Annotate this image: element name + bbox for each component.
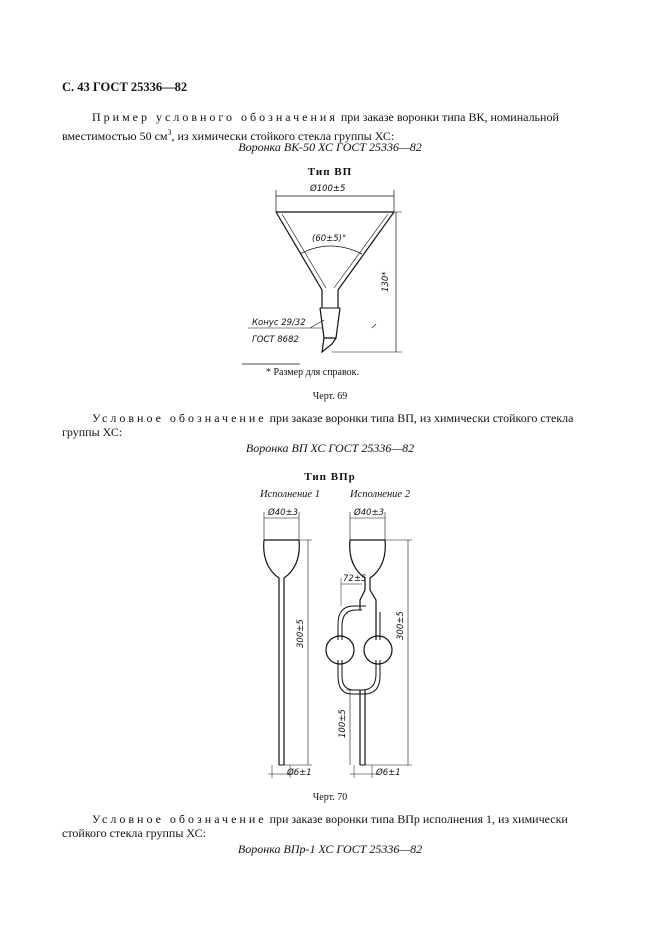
spaced-lead: Условное обозначение — [92, 812, 267, 826]
offset-tube — [370, 590, 376, 640]
paragraph-vpr — [62, 812, 600, 827]
formula-vpr: Воронка ВПр-1 ХС ГОСТ 25336—82 — [237, 842, 423, 856]
paragraph-vpr-line2: стойкого стекла группы ХС: — [62, 826, 206, 840]
paragraph-text: при заказе воронки типа ВПр исполнения 1, из химически — [266, 812, 568, 826]
loop-tube — [342, 610, 376, 690]
offset-tube — [360, 590, 365, 610]
funnel-body-right — [370, 540, 385, 590]
cone-label: Конус 29/32 — [252, 318, 306, 328]
paragraph-text: , из химически стойкого стекла группы ХС: — [171, 129, 395, 143]
bulb-left — [326, 636, 354, 664]
footnote: * Размер для справок. — [266, 367, 359, 378]
paragraph-vp-line2: группы ХС: — [62, 425, 123, 439]
dim-angle: (60±5)° — [312, 234, 347, 244]
dim-offset: 72±5 — [343, 574, 367, 584]
dim-length-1: 300±5 — [296, 619, 306, 648]
execution-2-label: Исполнение 2 — [350, 489, 410, 500]
dim-length-2: 300±5 — [396, 611, 406, 640]
figure69-caption: Черт. 69 — [312, 391, 348, 402]
dim-diameter: Ø100±5 — [310, 184, 346, 194]
spaced-lead: Условное обозначение — [92, 411, 267, 425]
dim-bottom-diameter-2: Ø6±1 — [376, 768, 401, 778]
figure69-type-label: Тип ВП — [307, 166, 353, 178]
formula-vp: Воронка ВП ХС ГОСТ 25336—82 — [245, 441, 415, 455]
dim-top-diameter-2: Ø40±3 — [354, 508, 385, 518]
bulb-right — [364, 636, 392, 664]
dim-top-diameter-1: Ø40±3 — [268, 508, 299, 518]
dim-height: 130* — [381, 271, 391, 292]
figure70-caption: Черт. 70 — [312, 792, 348, 803]
paragraph-text: вместимостью 50 см — [62, 129, 168, 143]
loop-tube — [338, 606, 380, 694]
superscript: 3 — [167, 128, 172, 137]
funnel-body-left — [264, 540, 279, 765]
figure70-type-label: Тип ВПр — [304, 471, 356, 483]
dim-bottom-diameter-1: Ø6±1 — [287, 768, 312, 778]
dim-lower-length: 100±5 — [338, 709, 348, 738]
spaced-lead: Пример условного обозначения — [92, 110, 338, 124]
page-header: С. 43 ГОСТ 25336—82 — [62, 80, 188, 94]
paragraph-text: при заказе воронки типа ВП, из химически стойкого стекла — [266, 411, 574, 425]
funnel-body-right — [284, 540, 299, 765]
execution-1-label: Исполнение 1 — [260, 489, 320, 500]
paragraph-text: при заказе воронки типа ВК, номинальной — [337, 110, 559, 124]
cone-standard-label: ГОСТ 8682 — [252, 335, 299, 345]
formula-vk: Воронка ВК-50 ХС ГОСТ 25336—82 — [238, 140, 422, 154]
